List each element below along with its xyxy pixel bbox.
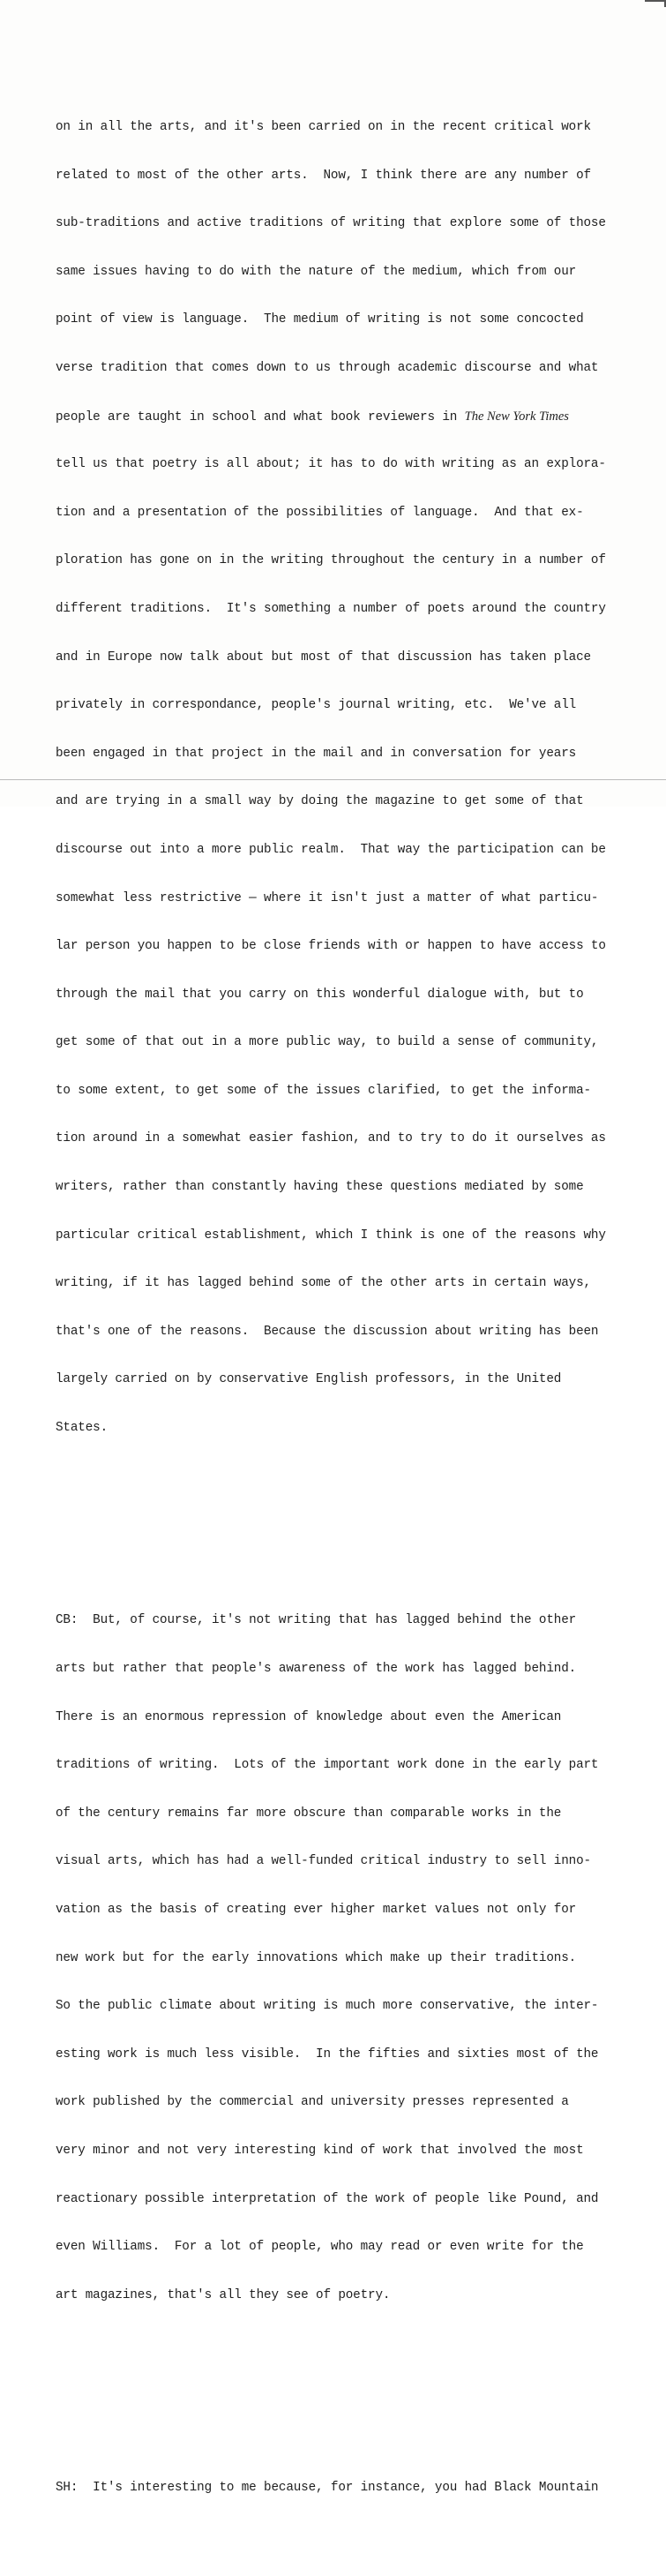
page-corner-mark bbox=[645, 0, 666, 7]
text-line: somewhat less restrictive — where it isn't just a matter of what particu- bbox=[56, 890, 599, 905]
text-line: ploration has gone on in the writing throughout the century in a number of bbox=[56, 553, 606, 568]
text-line: discourse out into a more public realm. That way the participation can be bbox=[56, 842, 606, 857]
typed-transcript bbox=[56, 39, 664, 2576]
text-line: esting work is much less visible. In the fifties and sixties most of the bbox=[56, 2047, 599, 2062]
text-line: SH: It's interesting to me because, for instance, you had Black Mountain bbox=[56, 2481, 599, 2496]
paragraph-3 bbox=[56, 2448, 664, 2528]
text-line: that's one of the reasons. Because the discussion about writing has been bbox=[56, 1324, 599, 1339]
paragraph-2 bbox=[56, 1581, 664, 2335]
text-line: sub-traditions and active traditions of writing that explore some of those bbox=[56, 216, 606, 231]
text-line: get some of that out in a more public way, to build a sense of community, bbox=[56, 1035, 599, 1050]
text-line: work published by the commercial and university presses represented a bbox=[56, 2095, 569, 2110]
text-line: tion around in a somewhat easier fashion, and to try to do it ourselves as bbox=[56, 1131, 606, 1146]
paragraph-gap bbox=[56, 2384, 664, 2400]
text-line: and are trying in a small way by doing the magazine to get some of that bbox=[56, 794, 584, 809]
text-line: visual arts, which has had a well-funded critical industry to sell inno- bbox=[56, 1854, 591, 1869]
page-bottom-edge bbox=[0, 779, 666, 780]
text-line: So the public climate about writing is much more conservative, the inter- bbox=[56, 1999, 599, 2014]
text-line: vation as the basis of creating ever higher market values not only for bbox=[56, 1903, 577, 1918]
text-line: CB: But, of course, it's not writing that has lagged behind the other bbox=[56, 1613, 577, 1628]
text-line: point of view is language. The medium of writing is not some concocted bbox=[56, 312, 584, 327]
text-line: tell us that poetry is all about; it has to do with writing as an explora- bbox=[56, 457, 606, 472]
text-line: largely carried on by conservative English professors, in the United bbox=[56, 1372, 562, 1387]
text-fragment: people are taught in school and what book reviewers in bbox=[56, 409, 465, 424]
text-line: art magazines, that's all they see of poetry. bbox=[56, 2287, 391, 2302]
paragraph-gap bbox=[56, 1516, 664, 1532]
text-line: privately in correspondance, people's journal writing, etc. We've all bbox=[56, 698, 577, 713]
text-line: very minor and not very interesting kind of work that involved the most bbox=[56, 2143, 584, 2158]
text-line: writing, if it has lagged behind some of the other arts in certain ways, bbox=[56, 1276, 591, 1291]
text-line: writers, rather than constantly having these questions mediated by some bbox=[56, 1180, 584, 1195]
text-line: different traditions. It's something a number of poets around the country bbox=[56, 601, 606, 616]
publication-title: The New York Times bbox=[464, 409, 569, 424]
text-line: new work but for the early innovations which make up their traditions. bbox=[56, 1950, 577, 1965]
text-line: traditions of writing. Lots of the important work done in the early part bbox=[56, 1758, 599, 1773]
text-line: through the mail that you carry on this wonderful dialogue with, but to bbox=[56, 987, 584, 1002]
paragraph-1 bbox=[56, 87, 664, 1468]
text-line: related to most of the other arts. Now, I think there are any number of bbox=[56, 168, 591, 183]
text-line: arts but rather that people's awareness of the work has lagged behind. bbox=[56, 1662, 577, 1677]
text-line: verse tradition that comes down to us through academic discourse and what bbox=[56, 360, 599, 375]
text-line: of the century remains far more obscure than comparable works in the bbox=[56, 1806, 562, 1821]
text-line bbox=[56, 409, 664, 424]
text-line: lar person you happen to be close friends with or happen to have access to bbox=[56, 939, 606, 954]
text-line: and in Europe now talk about but most of that discussion has taken place bbox=[56, 650, 591, 665]
text-line: been engaged in that project in the mail and in conversation for years bbox=[56, 746, 577, 761]
text-line: on in all the arts, and it's been carried on in the recent critical work bbox=[56, 120, 591, 135]
text-line: to some extent, to get some of the issues clarified, to get the informa- bbox=[56, 1083, 591, 1098]
text-line: reactionary possible interpretation of the work of people like Pound, and bbox=[56, 2191, 599, 2206]
text-line: same issues having to do with the nature of the medium, which from our bbox=[56, 264, 577, 279]
text-line: States. bbox=[56, 1421, 109, 1436]
text-line: even Williams. For a lot of people, who may read or even write for the bbox=[56, 2240, 584, 2255]
text-line: There is an enormous repression of knowledge about even the American bbox=[56, 1709, 562, 1724]
text-line: particular critical establishment, which I think is one of the reasons why bbox=[56, 1228, 606, 1243]
text-line: tion and a presentation of the possibilities of language. And that ex- bbox=[56, 505, 584, 520]
